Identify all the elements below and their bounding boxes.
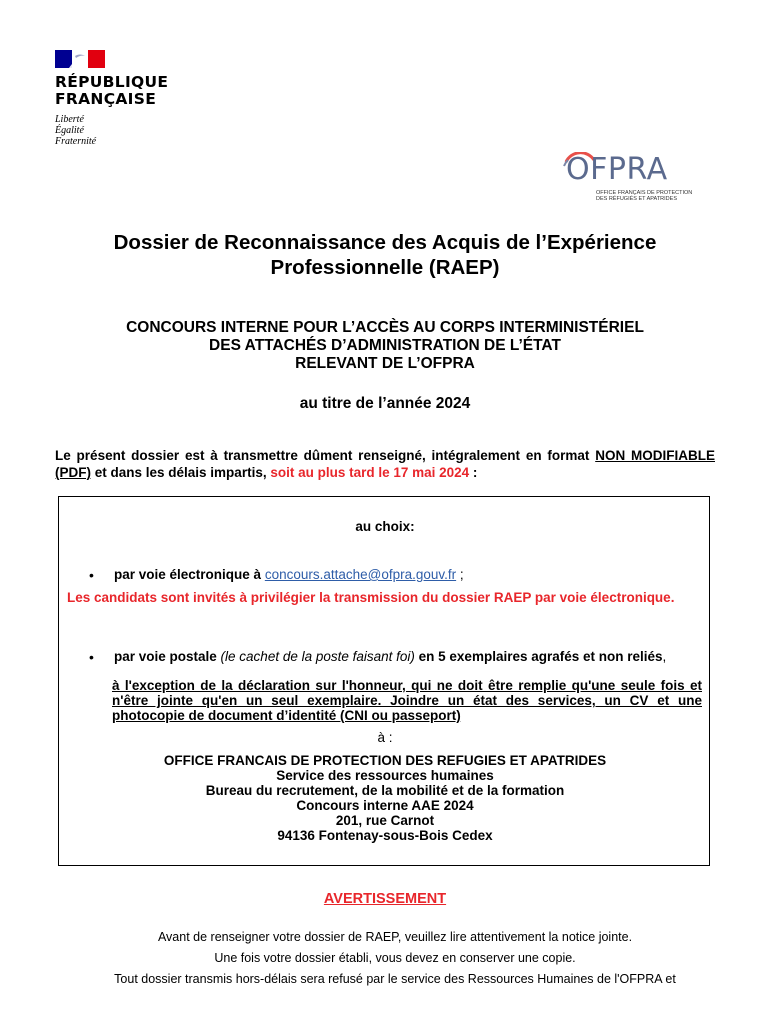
ofpra-logo [560, 152, 693, 204]
republic-motto [55, 114, 185, 147]
address-line: Bureau du recrutement, de la mobilité et de la formation [205, 783, 565, 798]
exception-note: à l'exception de la déclaration sur l'honneur, qui ne doit être remplie qu'une seule fois et n'être jointe qu'en un seul exemplaire. Joindre un état des services, un CV et une photocopie de document d’identité (CNI ou passeport) [112, 678, 702, 723]
title-line-1: Dossier de Reconnaissance des Acquis de l’Expérience [113, 231, 657, 254]
republic-line-2: FRANÇAISE [55, 90, 157, 108]
email-link[interactable]: concours.attache@ofpra.gouv.fr [264, 567, 457, 582]
address-line: 201, rue Carnot [335, 813, 435, 828]
title-line-2: Professionnelle (RAEP) [270, 256, 500, 279]
motto-egalite: Égalité [55, 125, 84, 136]
postal-option-text [114, 649, 666, 664]
submission-options-box [58, 496, 710, 866]
postal-end: , [662, 649, 667, 664]
intro-text-3: : [469, 465, 478, 480]
postal-copies: en 5 exemplaires agrafés et non reliés [414, 649, 663, 664]
intro-format-requirement: NON MODIFIABLE (PDF) [55, 448, 715, 480]
warning-title: AVERTISSEMENT [323, 891, 447, 907]
electronic-label: par voie électronique à [114, 567, 265, 582]
intro-deadline: soit au plus tard le 17 mai 2024 [270, 465, 470, 480]
postal-label: par voie postale [114, 649, 221, 664]
postal-address [59, 753, 711, 843]
motto-liberte: Liberté [55, 114, 84, 125]
electronic-end: ; [456, 567, 464, 582]
electronic-preference-note: Les candidats sont invités à privilégier la transmission du dossier RAEP par voie électronique. [67, 590, 675, 605]
republique-francaise-logo [55, 50, 185, 147]
document-title [40, 230, 730, 280]
marianne-flag-icon [55, 50, 105, 68]
intro-text-2: et dans les délais impartis, [91, 465, 271, 480]
intro-paragraph [55, 447, 715, 481]
warning-line: Tout dossier transmis hors-délais sera refusé par le service des Ressources Humaines de l'OFPRA et [114, 972, 676, 986]
subtitle-line-2: DES ATTACHÉS D’ADMINISTRATION DE L’ÉTAT [209, 337, 561, 354]
address-line: 94136 Fontenay-sous-Bois Cedex [277, 828, 493, 843]
warning-line: Avant de renseigner votre dossier de RAEP, veuillez lire attentivement la notice jointe. [157, 930, 633, 944]
ofpra-subtitle [596, 190, 692, 202]
box-heading: au choix: [355, 519, 415, 534]
postal-italic-note: (le cachet de la poste faisant foi) [220, 649, 415, 664]
address-line: Concours interne AAE 2024 [296, 798, 474, 813]
ofpra-wordmark: OFPRA [566, 152, 668, 187]
exam-subtitle [40, 319, 730, 373]
warning-line: Une fois votre dossier établi, vous devez en conserver une copie. [214, 951, 576, 965]
year-line: au titre de l’année 2024 [299, 395, 471, 412]
subtitle-line-3: RELEVANT DE L’OFPRA [295, 355, 475, 372]
republique-francaise-wordmark [55, 74, 185, 108]
republic-line-1: RÉPUBLIQUE [55, 73, 169, 91]
bullet-icon: • [89, 567, 94, 583]
electronic-option-text [114, 567, 464, 582]
address-line: Service des ressources humaines [276, 768, 494, 783]
address-line: OFFICE FRANCAIS DE PROTECTION DES REFUGIES ET APATRIDES [163, 753, 607, 768]
subtitle-line-1: CONCOURS INTERNE POUR L’ACCÈS AU CORPS INTERMINISTÉRIEL [126, 319, 644, 336]
ofpra-subtitle-line-2: DES RÉFUGIÉS ET APATRIDES [596, 196, 677, 202]
intro-text-1: Le présent dossier est à transmettre dûment renseigné, intégralement en format [55, 448, 596, 463]
bullet-icon: • [89, 649, 94, 665]
ofpra-subtitle-line-1: OFFICE FRANÇAIS DE PROTECTION [596, 190, 693, 196]
to-label: à : [377, 730, 393, 745]
motto-fraternite: Fraternité [55, 136, 97, 147]
